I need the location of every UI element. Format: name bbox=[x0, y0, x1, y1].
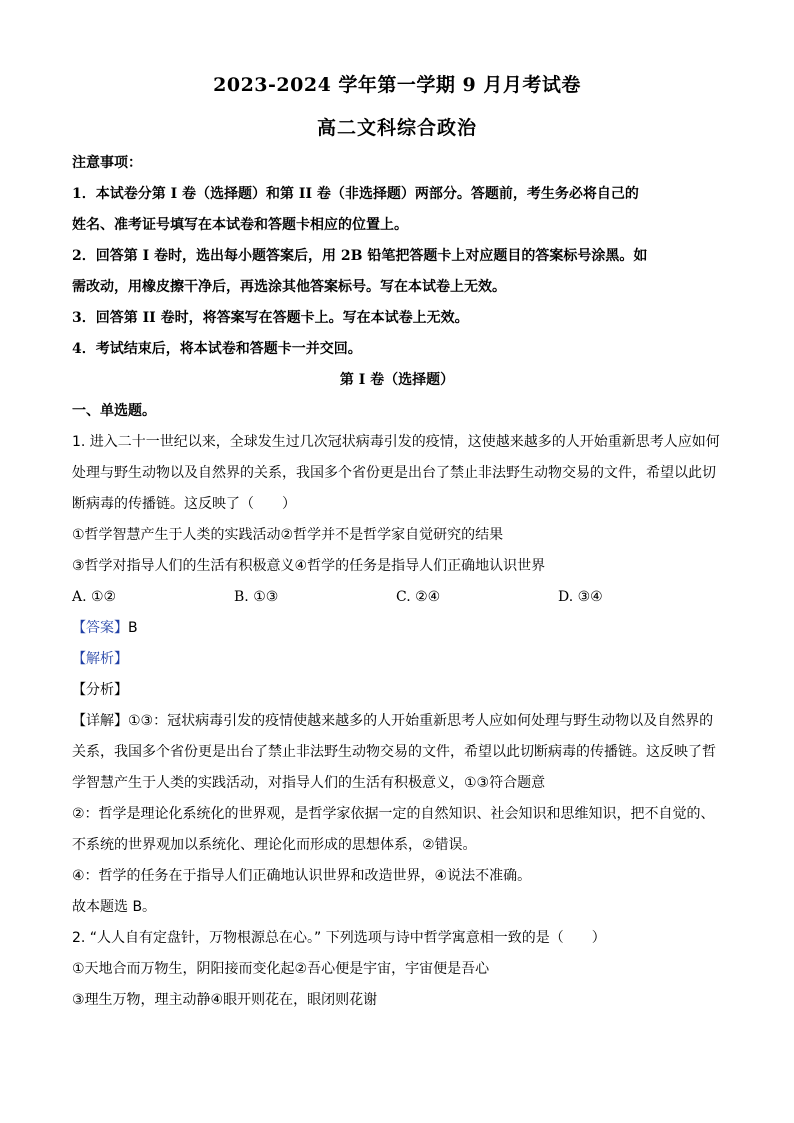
notice-heading: 注意事项： bbox=[72, 155, 142, 171]
question-stem: 2. “人人自有定盘针，万物根源总在心。” 下列选项与诗中哲学寓意相一致的是（ ） bbox=[72, 930, 606, 946]
answer-line bbox=[72, 613, 722, 644]
notice-line: 4．考试结束后，将本试卷和答题卡一并交回。 bbox=[72, 341, 362, 357]
answer-options bbox=[72, 582, 722, 613]
detail-line: 关系，我国多个省份更是出台了禁止非法野生动物交易的文件，希望以此切断病毒的传播链。这反映了哲 bbox=[72, 744, 716, 760]
question-stem: 处理与野生动物以及自然界的关系，我国多个省份更是出台了禁止非法野生动物交易的文件，希望以此切 bbox=[72, 465, 716, 481]
question-statement: ①哲学智慧产生于人类的实践活动②哲学并不是哲学家自觉研究的结果 bbox=[72, 527, 504, 543]
option-b: B. ①③ bbox=[234, 589, 279, 605]
detail-line: 不系统的世界观加以系统化、理论化而形成的思想体系，②错误。 bbox=[72, 837, 477, 853]
detail-tag: 【详解】 bbox=[72, 713, 128, 729]
exam-subtitle: 高二文科综合政治 bbox=[316, 117, 477, 139]
option-c: C. ②④ bbox=[396, 589, 441, 605]
detail-line bbox=[72, 706, 722, 737]
detail-line: 故本题选 B。 bbox=[72, 899, 157, 915]
answer-value: B bbox=[128, 620, 138, 636]
fenxi-tag: 【分析】 bbox=[72, 682, 128, 698]
notice-line: 2．回答第 I 卷时，选出每小题答案后，用 2B 铅笔把答题卡上对应题目的答案标号涂黑。如 bbox=[72, 248, 648, 264]
exam-title: 2023-2024 学年第一学期 9 月月考试卷 bbox=[213, 74, 581, 96]
section-title: 第 I 卷（选择题） bbox=[339, 372, 455, 388]
question-statement: ③理生万物，理主动静④眼开则花在，眼闭则花谢 bbox=[72, 992, 378, 1008]
option-a: A. ①② bbox=[72, 589, 117, 605]
answer-tag: 【答案】 bbox=[72, 620, 128, 636]
question-statement: ③哲学对指导人们的生活有积极意义④哲学的任务是指导人们正确地认识世界 bbox=[72, 558, 546, 574]
question-stem: 断病毒的传播链。这反映了（ ） bbox=[72, 496, 296, 512]
notice-line: 需改动，用橡皮擦干净后，再选涂其他答案标号。写在本试卷上无效。 bbox=[72, 279, 506, 295]
notice-line: 3．回答第 II 卷时，将答案写在答题卡上。写在本试卷上无效。 bbox=[72, 310, 469, 326]
document-body bbox=[72, 148, 722, 1016]
detail-text: ①③：冠状病毒引发的疫情使越来越多的人开始重新思考人应如何处理与野生动物以及自然界的 bbox=[128, 713, 714, 729]
option-d: D. ③④ bbox=[558, 589, 603, 605]
analysis-tag: 【解析】 bbox=[72, 651, 128, 667]
notice-line: 姓名、准考证号填写在本试卷和答题卡相应的位置上。 bbox=[72, 217, 408, 233]
notice-line: 1．本试卷分第 I 卷（选择题）和第 II 卷（非选择题）两部分。答题前，考生务必将自己的 bbox=[72, 186, 639, 202]
part-heading: 一、单选题。 bbox=[72, 403, 156, 419]
detail-line: 学智慧产生于人类的实践活动，对指导人们的生活有积极意义，①③符合题意 bbox=[72, 775, 546, 791]
detail-line: ②：哲学是理论化系统化的世界观，是哲学家依据一定的自然知识、社会知识和思维知识，把不自觉的、 bbox=[72, 806, 715, 822]
detail-line: ④：哲学的任务在于指导人们正确地认识世界和改造世界，④说法不准确。 bbox=[72, 868, 532, 884]
question-statement: ①天地合而万物生，阴阳接而变化起②吾心便是宇宙，宇宙便是吾心 bbox=[72, 961, 490, 977]
question-stem: 1. 进入二十一世纪以来，全球发生过几次冠状病毒引发的疫情，这使越来越多的人开始重新思考人应如何 bbox=[72, 434, 720, 450]
